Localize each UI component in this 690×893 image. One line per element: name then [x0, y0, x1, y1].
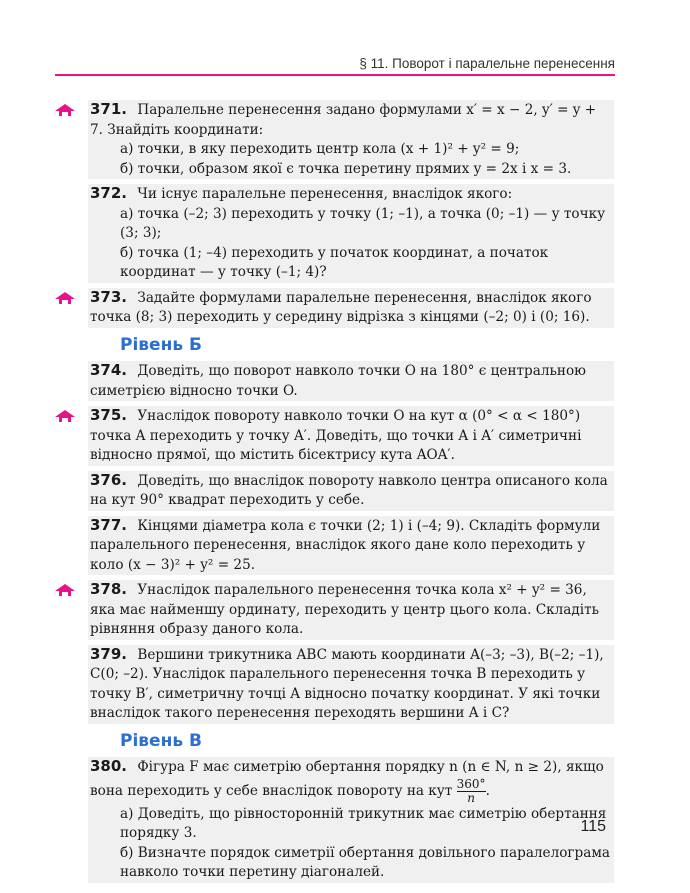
problem-item-b: б) Визначте порядок симетрії обертання довільного паралелограма навколо точки перетину діагоналей. — [120, 844, 611, 880]
problem-number: 377. — [90, 515, 128, 534]
problem-text: Паралельне перенесення задано формулами x′ = x − 2, y′ = y + 7. Знайдіть координати: — [90, 102, 597, 138]
level-heading-v: Рівень В — [120, 730, 202, 751]
fraction-numerator: 360° — [456, 776, 486, 791]
home-marker-icon — [54, 583, 76, 597]
home-marker-icon — [54, 291, 76, 305]
problem-377 — [88, 516, 614, 576]
fraction-denominator: n — [457, 791, 486, 805]
problem-text: Кінцями діаметра кола є точки (2; 1) і (–4; 9). Складіть формули паралельного перенесення, внаслідок якого дане коло переходить у коло (x − 3)² + y² = 25. — [90, 517, 601, 573]
problems-list — [88, 100, 614, 888]
problem-text: Чи існує паралельне перенесення, внаслідок якого: — [137, 186, 513, 202]
problem-text: Доведіть, що внаслідок повороту навколо центра описаного кола на кут 90° квадрат переходить у себе. — [90, 472, 608, 508]
problem-text: Доведіть, що поворот навколо точки O на 180° є центральною симетрією відносно точки O. — [90, 363, 586, 399]
section-title: § 11. Поворот і паралельне перенесення — [359, 56, 615, 71]
problem-372 — [88, 184, 614, 283]
problem-376 — [88, 471, 614, 511]
problem-number: 379. — [90, 644, 128, 663]
problem-number: 374. — [90, 361, 128, 379]
problem-number: 372. — [90, 184, 128, 202]
problem-item-a: а) Доведіть, що рівносторонній трикутник має симетрію обертання порядку 3. — [120, 805, 607, 841]
problem-374 — [88, 361, 614, 401]
problem-number: 376. — [90, 470, 128, 489]
problem-375 — [88, 406, 614, 466]
problem-378 — [88, 580, 614, 640]
problem-text: Унаслідок повороту навколо точки O на кут α (0° < α < 180°) точка A переходить у точку A′. Доведіть, що точки A і A′ симетричні відносно прямої, що містить бісектрису кута AOA′. — [90, 408, 582, 463]
problem-item-b: б) точки, образом якої є точка перетину прямих y = 2x і x = 3. — [120, 160, 572, 177]
problem-number: 380. — [90, 757, 128, 775]
page-number: 115 — [580, 818, 606, 835]
problem-371 — [88, 100, 614, 179]
problem-item-b: б) точка (1; –4) переходить у початок координат, а початок координат — у точку (–1; 4)? — [120, 244, 549, 280]
home-marker-icon — [54, 103, 76, 117]
home-marker-icon — [54, 409, 76, 423]
level-heading-b: Рівень Б — [120, 334, 202, 355]
problem-number: 375. — [90, 406, 128, 424]
problem-379 — [88, 645, 614, 724]
problem-item-a: а) точки, в яку переходить центр кола (x + 1)² + y² = 9; — [120, 141, 520, 157]
angle-fraction — [457, 778, 486, 805]
problem-text: Унаслідок паралельного перенесення точка кола x² + y² = 36, яка має найменшу ординату, переходить у центр цього кола. Складіть рівняння образу даного кола. — [90, 582, 599, 637]
header-rule — [55, 74, 615, 76]
problem-number: 378. — [90, 580, 128, 598]
problem-item-a: а) точка (–2; 3) переходить у точку (1; –1), а точка (0; –1) — у точку (3; 3); — [120, 205, 606, 241]
problem-373 — [88, 288, 614, 328]
problem-380 — [88, 757, 614, 883]
page-header — [0, 0, 690, 90]
problem-text: Вершини трикутника ABC мають координати A(–3; –3), B(–2; –1), C(0; –2). Унаслідок паралельного перенесення точка B переходить у точку B′, симетричну точці A відносно початку координат. У які точки внаслідок такого перенесення переходять вершини A і C? — [90, 646, 604, 721]
problem-text: Фігура F має симетрію обертання порядку n (n ∈ N, n ≥ 2), якщо вона переходить у себе внаслідок повороту на кут — [90, 759, 604, 799]
problem-number: 373. — [90, 287, 128, 306]
problem-number: 371. — [90, 100, 128, 118]
problem-text: Задайте формулами паралельне перенесення, внаслідок якого точка (8; 3) переходить у середину відрізка з кінцями (–2; 0) і (0; 16). — [90, 289, 592, 325]
fraction-trailing: . — [485, 782, 490, 799]
